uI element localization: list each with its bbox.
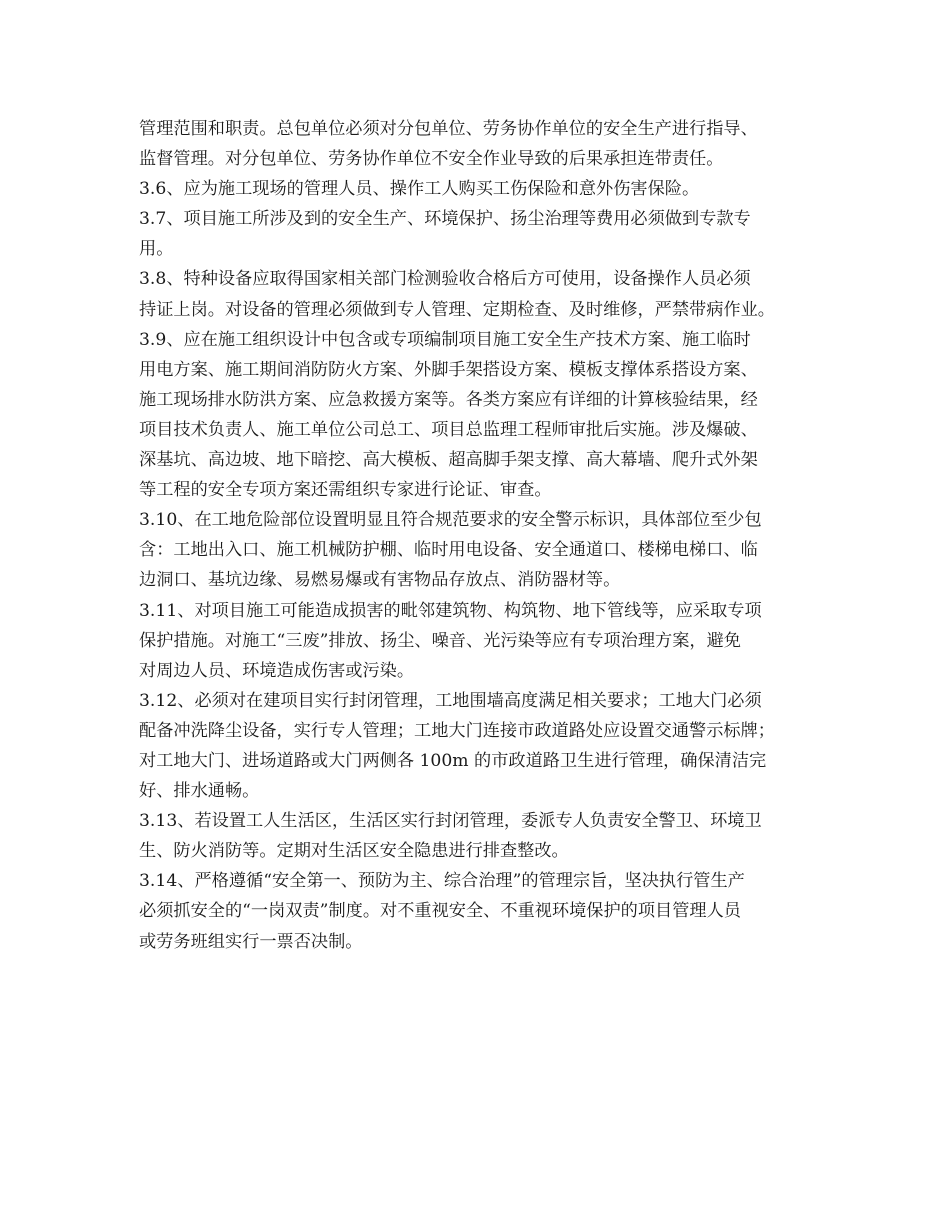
text-line: 含：工地出入口、施工机械防护棚、临时用电设备、安全通道口、楼梯电梯口、临 [139, 540, 758, 561]
text-line: 项目技术负责人、施工单位公司总工、项目总监理工程师审批后实施。涉及爆破、 [139, 419, 758, 440]
text-line: 监督管理。对分包单位、劳务协作单位不安全作业导致的后果承担连带责任。 [139, 149, 724, 170]
text-line: 施工现场排水防洪方案、应急救援方案等。各类方案应有详细的计算核验结果，经 [139, 389, 758, 410]
text-line: 用电方案、施工期间消防防火方案、外脚手架搭设方案、模板支撑体系搭设方案、 [139, 359, 758, 380]
text-line: 边洞口、基坑边缘、易燃易爆或有害物品存放点、消防器材等。 [139, 570, 621, 591]
text-line: 用。 [139, 239, 174, 260]
text-line: 持证上岗。对设备的管理必须做到专人管理、定期检查、及时维修，严禁带病作业。 [139, 299, 775, 320]
text-line: 3.12、必须对在建项目实行封闭管理，工地围墙高度满足相关要求；工地大门必须 [139, 690, 762, 711]
text-line: 好、排水通畅。 [139, 781, 260, 802]
text-line: 3.11、对项目施工可能造成损害的毗邻建筑物、构筑物、地下管线等，应采取专项 [139, 600, 762, 621]
text-line: 3.7、项目施工所涉及到的安全生产、环境保护、扬尘治理等费用必须做到专款专 [139, 209, 751, 230]
text-line: 生、防火消防等。定期对生活区安全隐患进行排查整改。 [139, 841, 569, 862]
text-line: 等工程的安全专项方案还需组织专家进行论证、审查。 [139, 480, 552, 501]
text-line: 3.14、严格遵循“安全第一、预防为主、综合治理”的管理宗旨，坚决执行管生产 [139, 871, 745, 892]
text-line: 或劳务班组实行一票否决制。 [139, 931, 363, 952]
text-line: 管理范围和职责。总包单位必须对分包单位、劳务协作单位的安全生产进行指导、 [139, 119, 758, 139]
text-line: 配备冲洗降尘设备，实行专人管理；工地大门连接市政道路处应设置交通警示标牌； [139, 720, 775, 741]
text-line: 必须抓安全的“一岗双责”制度。对不重视安全、不重视环境保护的项目管理人员 [139, 901, 741, 922]
text-line: 对周边人员、环境造成伤害或污染。 [139, 660, 415, 681]
text-line: 3.13、若设置工人生活区，生活区实行封闭管理，委派专人负责安全警卫、环境卫 [139, 811, 762, 832]
text-line: 对工地大门、进场道路或大门两侧各 100m 的市政道路卫生进行管理，确保清洁完 [139, 750, 767, 771]
text-line: 3.8、特种设备应取得国家相关部门检测验收合格后方可使用，设备操作人员必须 [139, 269, 751, 290]
text-line: 深基坑、高边坡、地下暗挖、高大模板、超高脚手架支撑、高大幕墙、爬升式外架 [139, 450, 758, 471]
text-line: 3.10、在工地危险部位设置明显且符合规范要求的安全警示标识，具体部位至少包 [139, 510, 762, 531]
text-line: 3.9、应在施工组织设计中包含或专项编制项目施工安全生产技术方案、施工临时 [139, 329, 751, 350]
document-body [139, 114, 829, 957]
text-line: 保护措施。对施工“三废”排放、扬尘、噪音、光污染等应有专项治理方案，避免 [139, 630, 741, 651]
text-line: 3.6、应为施工现场的管理人员、操作工人购买工伤保险和意外伤害保险。 [139, 179, 700, 200]
